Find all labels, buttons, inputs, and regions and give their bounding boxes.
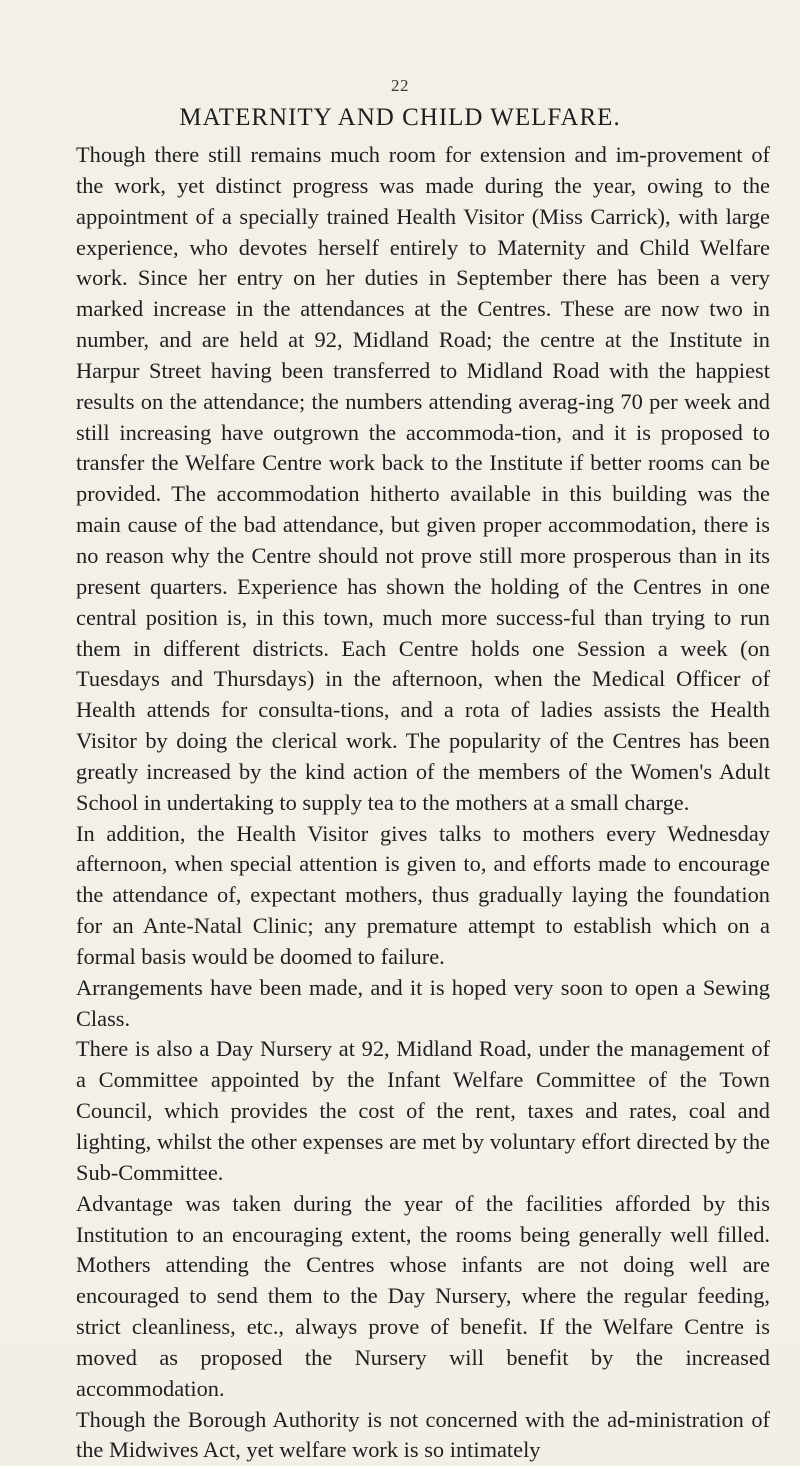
paragraph-1: Though there still remains much room for extension and im-provement of the work, yet distinct progress was made during the year, owing to the appointment of a specially trained Health Visitor (Miss Carrick), with large experience, who devotes herself entirely to Maternity and Child Welfare work. Since her entry on her duties in September there has been a very marked increase in the attendances at the Centres. These are now two in number, and are held at 92, Midland Road; the centre at the Institute in Harpur Street having been transferred to Midland Road with the happiest results on the attendance; the numbers attending averag-ing 70 per week and still increasing have outgrown the accommoda-tion, and it is proposed to transfer the Welfare Centre work back to the Institute if better rooms can be provided. The accommodation hitherto available in this building was the main cause of the bad attendance, but given proper accommodation, there is no reason why the Centre should not prove still more prosperous than in its present quarters. Experience has shown the holding of the Centres in one central position is, in this town, much more success-ful than trying to run them in different districts. Each Centre holds one Session a week (on Tuesdays and Thursdays) in the afternoon, when the Medical Officer of Health attends for consulta-tions, and a rota of ladies assists the Health Visitor by doing the clerical work. The popularity of the Centres has been greatly increased by the kind action of the members of the Women's Adult School in undertaking to supply tea to the mothers at a small charge.	[76, 142, 770, 815]
body-text	[76, 140, 770, 1466]
page-title: MATERNITY AND CHILD WELFARE.	[179, 104, 621, 131]
page-number: 22	[391, 76, 409, 95]
paragraph-5: Advantage was taken during the year of the facilities afforded by this Institution to an encouraging extent, the rooms being generally well filled. Mothers attending the Centres whose infants are not doing well are encouraged to send them to the Day Nursery, where the regular feeding, strict cleanliness, etc., always prove of benefit. If the Welfare Centre is moved as proposed the Nursery will benefit by the increased accommodation.	[76, 1190, 770, 1401]
paragraph-3: Arrangements have been made, and it is hoped very soon to open a Sewing Class.	[76, 974, 770, 1031]
paragraph-4: There is also a Day Nursery at 92, Midland Road, under the management of a Committee appointed by the Infant Welfare Committee of the Town Council, which provides the cost of the rent, taxes and rates, coal and lighting, whilst the other expenses are met by voluntary effort directed by the Sub-Committee.	[76, 1036, 770, 1185]
paragraph-6: Though the Borough Authority is not concerned with the ad-ministration of the Midwives Act, yet welfare work is so intimately	[76, 1406, 770, 1463]
paragraph-2: In addition, the Health Visitor gives talks to mothers every Wednesday afternoon, when special attention is given to, and efforts made to encourage the attendance of, expectant mothers, thus gradually laying the foundation for an Ante-Natal Clinic; any premature attempt to establish which on a formal basis would be doomed to failure.	[76, 820, 770, 969]
